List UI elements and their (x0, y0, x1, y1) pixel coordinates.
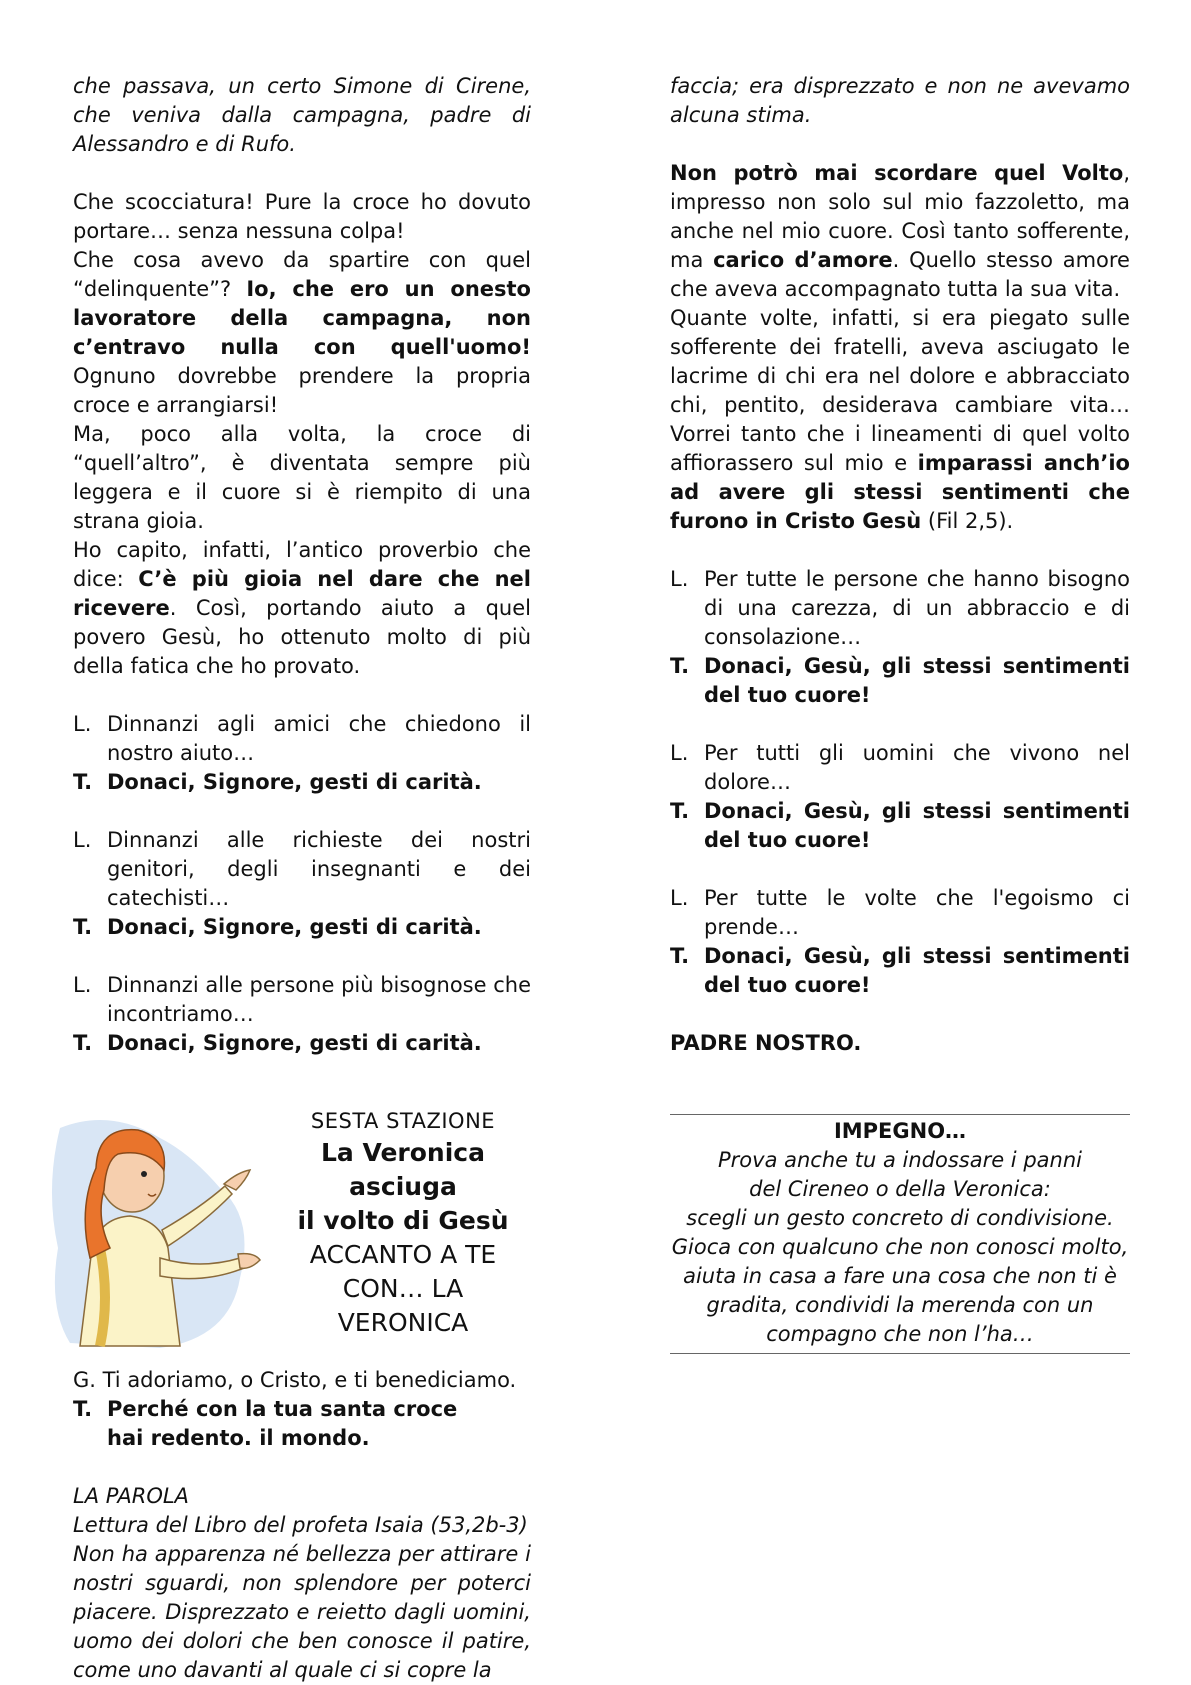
response-line (670, 797, 1130, 855)
station-title-line-2: il volto di Gesù (297, 1206, 509, 1235)
station-header (73, 1098, 531, 1366)
leader-line (670, 884, 1130, 942)
response-text: Donaci, Gesù, gli stessi sentimenti del tuo cuore! (704, 944, 1130, 997)
response-text: Donaci, Signore, gesti di carità. (107, 915, 482, 939)
leader-text: Per tutte le persone che hanno bisogno di una carezza, di un abbraccio e di consolazione… (704, 567, 1130, 649)
response-text (107, 1395, 531, 1453)
response-label: T. (73, 770, 93, 794)
simone-paragraph-4 (73, 536, 531, 681)
parola-continuation: faccia; era disprezzato e non ne avevamo alcuna stima. (670, 74, 1130, 127)
station-title-line-1: La Veronica asciuga (320, 1138, 485, 1201)
leader-text: Dinnanzi agli amici che chiedono il nostro aiuto… (107, 712, 531, 765)
text-span: (Fil 2,5). (921, 509, 1014, 533)
response-line (73, 913, 531, 942)
station-subtitle-line-2: CON… LA (342, 1274, 464, 1303)
litany-item (670, 565, 1130, 710)
response-line (73, 1029, 531, 1058)
leader-line (670, 739, 1130, 797)
response-label: T. (73, 1397, 93, 1421)
simone-paragraph-2 (73, 246, 531, 420)
response-line (670, 942, 1130, 1000)
parola-reference: Lettura del Libro del profeta Isaia (53,2b-3) (73, 1513, 528, 1537)
text-span: Ognuno dovrebbe prendere la propria croce e arrangiarsi! (73, 364, 531, 417)
litany-right (670, 565, 1130, 1000)
impegno-line: gradita, condividi la merenda con un (706, 1293, 1094, 1317)
veronica-paragraph-2 (670, 304, 1130, 536)
response-line (670, 652, 1130, 710)
text-span: Che cosa avevo da spartire con quel “delinquente”? (73, 248, 531, 301)
leader-text: Per tutti gli uomini che vivono nel dolore… (704, 741, 1130, 794)
text-span: , impresso non solo sul mio fazzoletto, ma anche nel mio cuore. Così tanto sofferente, ma (670, 161, 1130, 272)
litany-item (670, 739, 1130, 855)
leader-label: L. (670, 567, 689, 591)
response-line-2: hai redento. il mondo. (107, 1426, 370, 1450)
response-label: T. (73, 1031, 93, 1055)
response-label: T. (73, 915, 93, 939)
right-column (670, 72, 1130, 1354)
litany-item (670, 884, 1130, 1000)
text-span: Ho capito, infatti, l’antico proverbio che dice: (73, 538, 531, 591)
parola-heading: LA PAROLA (73, 1484, 189, 1508)
text-span: . Così, portando aiuto a quel povero Gesù, ho ottenuto molto di più della fatica che ho provato. (73, 596, 531, 678)
impegno-line: Prova anche tu a indossare i panni (718, 1148, 1082, 1172)
station-subtitle-line-3: VERONICA (337, 1308, 469, 1337)
simone-paragraph-1: Che scocciatura! Pure la croce ho dovuto portare… senza nessuna colpa! (73, 190, 531, 243)
response-text: Donaci, Gesù, gli stessi sentimenti del tuo cuore! (704, 799, 1130, 852)
response-line (73, 768, 531, 797)
impegno-box (670, 1114, 1130, 1354)
response-label: T. (670, 654, 690, 678)
leader-text: Dinnanzi alle persone più bisognose che incontriamo… (107, 973, 531, 1026)
leader-text: Per tutte le volte che l'egoismo ci prende… (704, 886, 1130, 939)
leader-label: L. (73, 712, 92, 736)
leader-line (670, 565, 1130, 652)
left-column (73, 72, 531, 1685)
litany-item (73, 710, 531, 797)
leader-label: L. (670, 741, 689, 765)
station-heading (273, 1106, 533, 1340)
leader-line (73, 826, 531, 913)
impegno-line: scegli un gesto concreto di condivisione. (686, 1206, 1114, 1230)
impegno-line: del Cireneo o della Veronica: (749, 1177, 1051, 1201)
adoration (73, 1366, 531, 1453)
leader-label: L. (73, 828, 92, 852)
station-subtitle-line-1: ACCANTO A TE (309, 1240, 497, 1269)
proverb-bold: C’è più gioia nel dare che nel ricevere (73, 567, 531, 620)
veronica-illustration (40, 1098, 265, 1353)
bold-span: carico d’amore (713, 248, 893, 272)
leader-line (73, 971, 531, 1029)
impegno-line: Gioca con qualcuno che non conosci molto, (671, 1235, 1129, 1259)
litany-item (73, 826, 531, 942)
adoration-guide-line: G. Ti adoriamo, o Cristo, e ti benediciamo. (73, 1368, 517, 1392)
gospel-continuation: che passava, un certo Simone di Cirene, che veniva dalla campagna, padre di Alessandro e di Rufo. (73, 74, 531, 156)
la-parola (73, 1482, 531, 1685)
response-line-1: Perché con la tua santa croce (107, 1397, 458, 1421)
response-text: Donaci, Gesù, gli stessi sentimenti del tuo cuore! (704, 654, 1130, 707)
leader-line (73, 710, 531, 768)
station-label: SESTA STAZIONE (310, 1109, 496, 1133)
bold-span: Non potrò mai scordare quel Volto (670, 161, 1124, 185)
simone-reflection (73, 188, 531, 681)
response-label: T. (670, 799, 690, 823)
litany-item (73, 971, 531, 1058)
simone-paragraph-3: Ma, poco alla volta, la croce di “quell’altro”, è diventata sempre più leggera e il cuore si è riempito di una strana gioia. (73, 422, 531, 533)
text-span: . Quello stesso amore che aveva accompagnato tutta la sua vita. (670, 248, 1130, 301)
parola-text: Non ha apparenza né bellezza per attirare i nostri sguardi, non splendore per poterci piacere. Disprezzato e reietto dagli uomini, uomo dei dolori che ben conosce il patire, come uno davanti al quale ci si copre la (73, 1542, 531, 1682)
leader-label: L. (73, 973, 92, 997)
litany-left (73, 710, 531, 1058)
leader-label: L. (670, 886, 689, 910)
veronica-paragraph-1 (670, 159, 1130, 304)
impegno-title: IMPEGNO… (833, 1119, 967, 1143)
bold-span: imparassi anch’io ad avere gli stessi sentimenti che furono in Cristo Gesù (670, 451, 1130, 533)
veronica-reflection (670, 159, 1130, 536)
response-text: Donaci, Signore, gesti di carità. (107, 770, 482, 794)
bold-span: Io, che ero un onesto lavoratore della campagna, non c’entravo nulla con quell'uomo! (73, 277, 531, 359)
response-label: T. (670, 944, 690, 968)
adoration-response (73, 1395, 531, 1453)
leader-text: Dinnanzi alle richieste dei nostri genitori, degli insegnanti e dei catechisti… (107, 828, 531, 910)
padre-nostro: PADRE NOSTRO. (670, 1031, 862, 1055)
impegno-line: aiuta in casa a fare una cosa che non ti è (683, 1264, 1117, 1288)
impegno-line: compagno che non l’ha… (766, 1322, 1034, 1346)
text-span: Quante volte, infatti, si era piegato sulle sofferente dei fratelli, aveva asciugato le lacrime di chi era nel dolore e abbracciato chi, pentito, desiderava cambiare vita… Vorrei tanto che i lineamenti di quel volto affiorassero sul mio e (670, 306, 1130, 475)
response-text: Donaci, Signore, gesti di carità. (107, 1031, 482, 1055)
